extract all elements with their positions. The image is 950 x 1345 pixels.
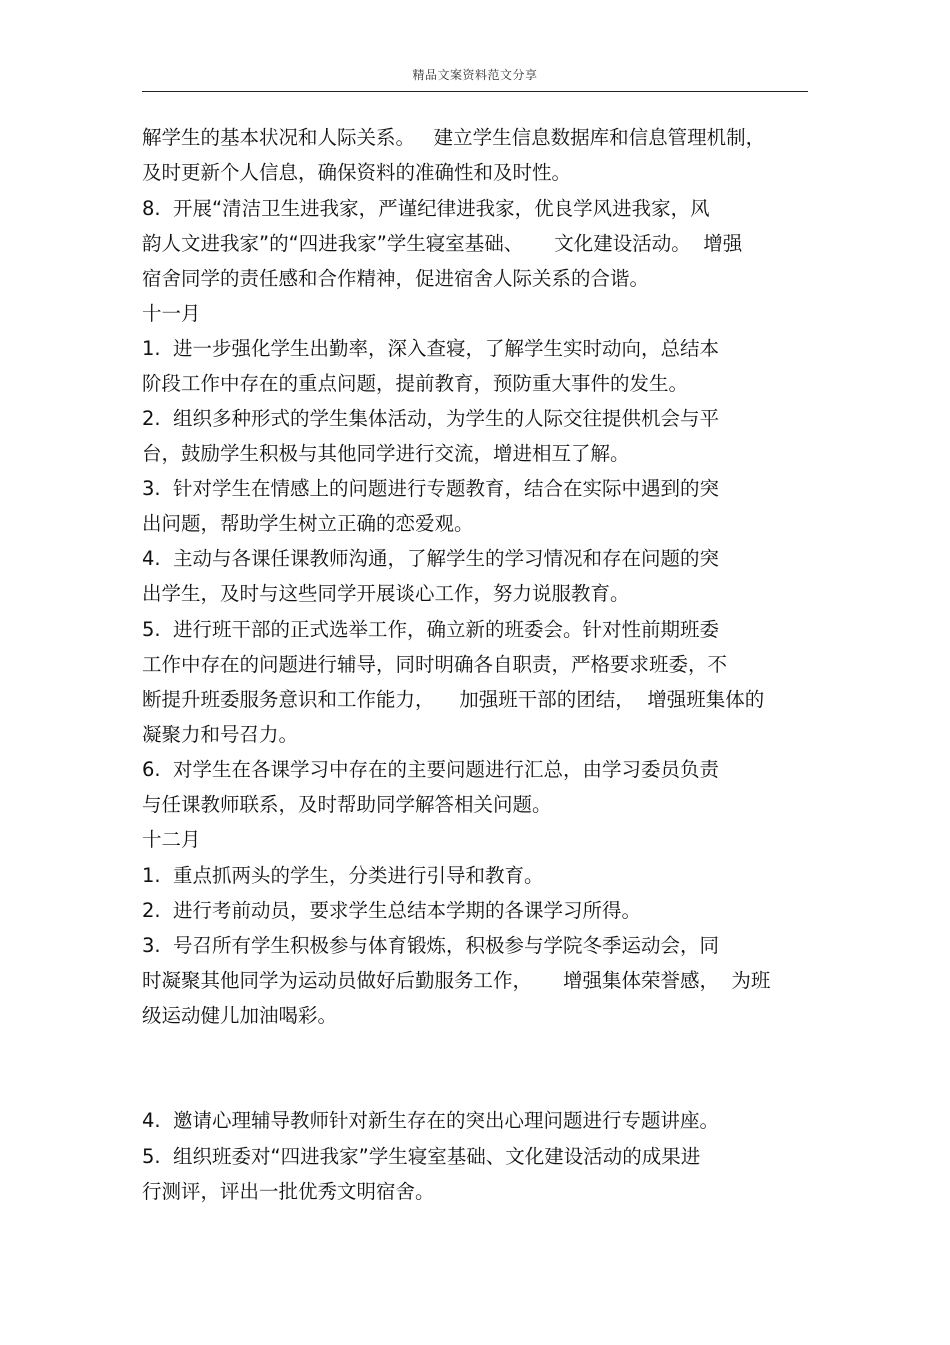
text-line: 宿舍同学的责任感和合作精神，促进宿舍人际关系的合谐。 [142,267,650,290]
section-heading-november: 十一月 [142,302,201,325]
text-line: 2. 组织多种形式的学生集体活动，为学生的人际交往提供机会与平 [142,407,720,430]
text-line: 台，鼓励学生积极与其他同学进行交流，增进相互了解。 [142,442,630,465]
text-line: 韵人文进我家”的“四进我家”学生寝室基础、 文化建设活动。 增强 [142,232,743,255]
text-line: 级运动健儿加油喝彩。 [142,1004,338,1027]
text-line: 4. 邀请心理辅导教师针对新生存在的突出心理问题进行专题讲座。 [142,1109,720,1132]
text-line: 断提升班委服务意识和工作能力， 加强班干部的团结， 增强班集体的 [142,688,765,711]
header-divider [142,91,808,92]
text-line: 3. 号召所有学生积极参与体育锻炼，积极参与学院冬季运动会，同 [142,934,720,957]
text-line: 4. 主动与各课任课教师沟通，了解学生的学习情况和存在问题的突 [142,547,720,570]
text-line: 行测评，评出一批优秀文明宿舍。 [142,1180,435,1203]
text-line: 2. 进行考前动员，要求学生总结本学期的各课学习所得。 [142,899,642,922]
text-line: 1. 重点抓两头的学生，分类进行引导和教育。 [142,864,544,887]
text-line: 8. 开展“清洁卫生进我家，严谨纪律进我家，优良学风进我家，风 [142,197,710,220]
text-line: 6. 对学生在各课学习中存在的主要问题进行汇总，由学习委员负责 [142,758,720,781]
text-line: 凝聚力和号召力。 [142,723,299,746]
text-line: 及时更新个人信息，确保资料的准确性和及时性。 [142,161,572,184]
text-line: 工作中存在的问题进行辅导，同时明确各自职责，严格要求班委，不 [142,653,728,676]
text-line: 5. 进行班干部的正式选举工作，确立新的班委会。针对性前期班委 [142,618,720,641]
text-line: 3. 针对学生在情感上的问题进行专题教育，结合在实际中遇到的突 [142,477,720,500]
text-line: 出学生，及时与这些同学开展谈心工作，努力说服教育。 [142,582,630,605]
section-heading-december: 十二月 [142,828,201,851]
text-line: 5. 组织班委对“四进我家”学生寝室基础、文化建设活动的成果进 [142,1145,701,1168]
text-line: 1. 进一步强化学生出勤率，深入查寝，了解学生实时动向，总结本 [142,337,720,360]
text-line: 阶段工作中存在的重点问题，提前教育，预防重大事件的发生。 [142,372,689,395]
page-header: 精品文案资料范文分享 [412,68,538,82]
text-line: 出问题，帮助学生树立正确的恋爱观。 [142,512,474,535]
text-line: 与任课教师联系，及时帮助同学解答相关问题。 [142,793,552,816]
text-line: 解学生的基本状况和人际关系。 建立学生信息数据库和信息管理机制， [142,126,766,149]
text-line: 时凝聚其他同学为运动员做好后勤服务工作， 增强集体荣誉感， 为班 [142,969,771,992]
